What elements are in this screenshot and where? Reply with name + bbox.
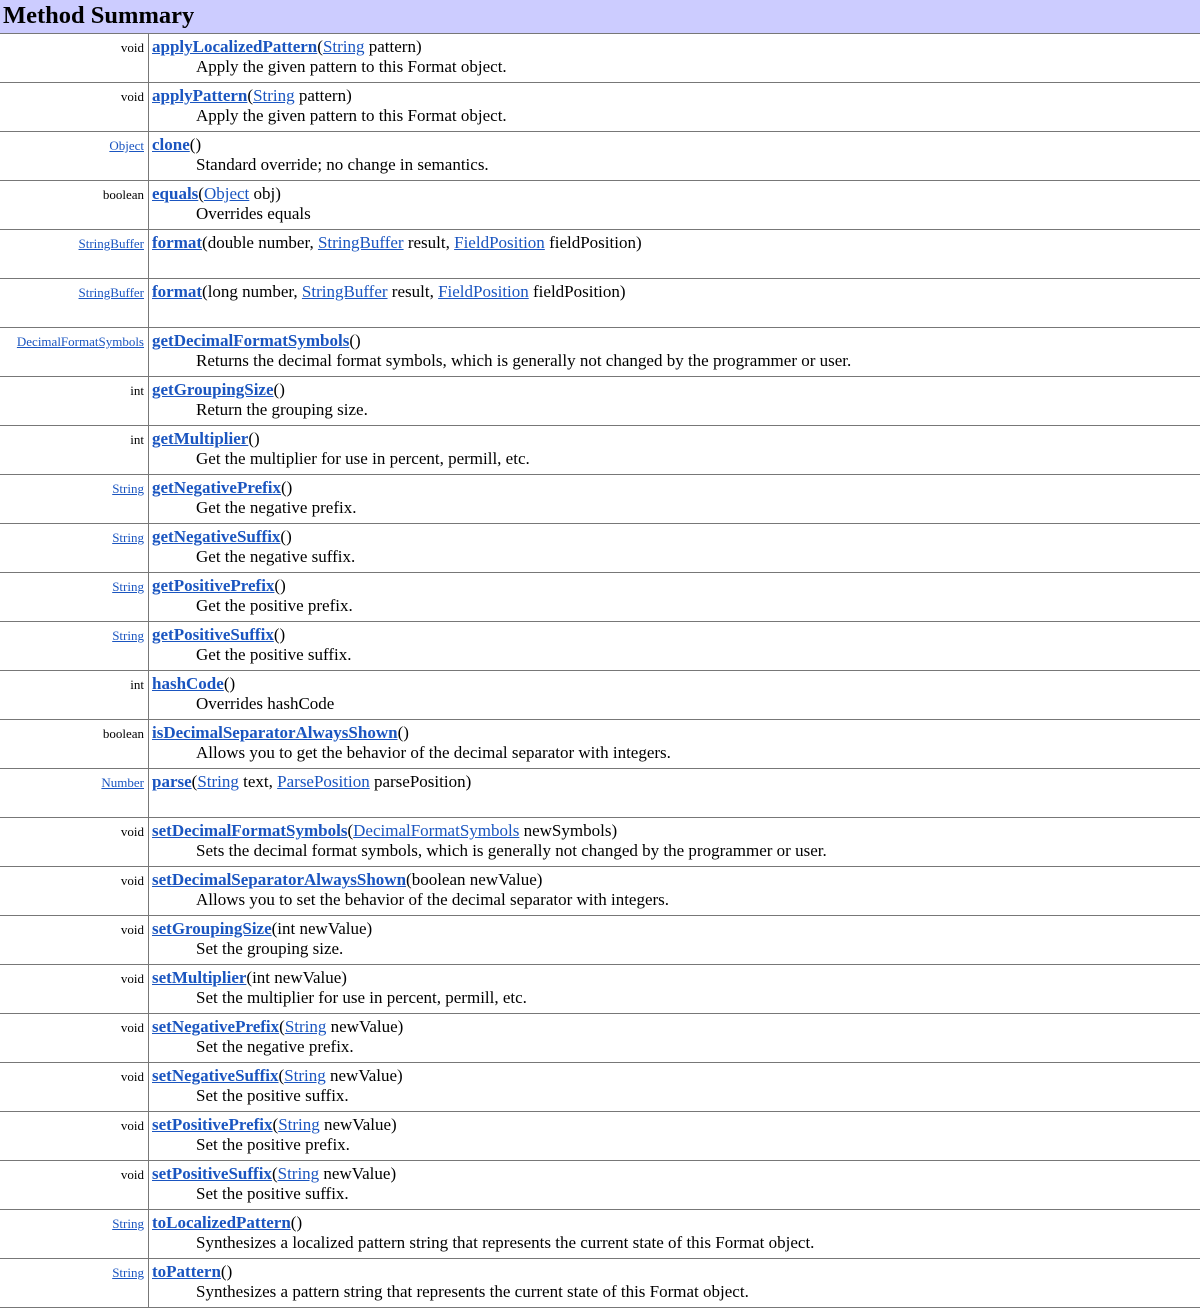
method-name-link[interactable]: format <box>152 233 203 252</box>
method-cell <box>149 475 1200 523</box>
method-row <box>0 230 1200 279</box>
param-type-link[interactable]: String <box>277 1164 320 1183</box>
method-description <box>152 302 1200 322</box>
return-type-link[interactable]: String <box>112 579 144 594</box>
param-name: fieldPosition) <box>528 282 626 301</box>
method-name-link[interactable]: isDecimalSeparatorAlwaysShown <box>152 723 398 742</box>
method-row <box>0 132 1200 181</box>
method-signature <box>152 37 1200 57</box>
return-type-cell <box>0 279 149 327</box>
return-type: int <box>130 432 144 447</box>
method-cell <box>149 720 1200 768</box>
method-name-link[interactable]: getPositivePrefix <box>152 576 275 595</box>
method-name-link[interactable]: applyLocalizedPattern <box>152 37 318 56</box>
return-type-cell <box>0 1063 149 1111</box>
method-row <box>0 1210 1200 1259</box>
return-type: void <box>120 40 144 55</box>
method-cell <box>149 377 1200 425</box>
return-type: void <box>120 89 144 104</box>
method-description: Set the negative prefix. <box>196 1037 354 1056</box>
method-name-link[interactable]: getMultiplier <box>152 429 249 448</box>
method-name-link[interactable]: getNegativeSuffix <box>152 527 281 546</box>
return-type: void <box>120 873 144 888</box>
param-type-link[interactable]: DecimalFormatSymbols <box>353 821 520 840</box>
return-type-cell <box>0 1259 149 1307</box>
method-cell <box>149 818 1200 866</box>
param-name: text, <box>238 772 278 791</box>
method-cell <box>149 916 1200 964</box>
method-signature <box>152 380 1200 400</box>
return-type-link[interactable]: StringBuffer <box>78 285 144 300</box>
method-signature <box>152 1262 1200 1282</box>
param-type-link[interactable]: StringBuffer <box>317 233 404 252</box>
method-row <box>0 1161 1200 1210</box>
method-cell <box>149 1063 1200 1111</box>
return-type-cell <box>0 132 149 180</box>
method-signature <box>152 282 1200 302</box>
method-name-link[interactable]: setPositiveSuffix <box>152 1164 272 1183</box>
method-name-link[interactable]: getPositiveSuffix <box>152 625 274 644</box>
method-name-link[interactable]: clone <box>152 135 190 154</box>
return-type: boolean <box>102 187 144 202</box>
method-description <box>152 792 1200 812</box>
param-name: obj) <box>249 184 281 203</box>
return-type-cell <box>0 671 149 719</box>
method-row <box>0 475 1200 524</box>
param-type-link[interactable]: String <box>322 37 365 56</box>
method-row <box>0 524 1200 573</box>
method-signature <box>152 968 1200 988</box>
method-signature <box>152 772 1200 792</box>
return-type-cell <box>0 965 149 1013</box>
signature-text: ( <box>278 1066 285 1085</box>
method-cell <box>149 1259 1200 1307</box>
method-description: Apply the given pattern to this Format object. <box>196 106 507 125</box>
method-description: Set the positive suffix. <box>196 1086 349 1105</box>
signature-text: () <box>220 1262 233 1281</box>
method-signature <box>152 674 1200 694</box>
method-description: Set the grouping size. <box>196 939 344 958</box>
signature-text: ( <box>198 184 204 203</box>
return-type-cell <box>0 1112 149 1160</box>
return-type-cell <box>0 328 149 376</box>
method-name-link[interactable]: getNegativePrefix <box>152 478 282 497</box>
method-row <box>0 916 1200 965</box>
method-cell <box>149 132 1200 180</box>
signature-text: () <box>274 576 286 595</box>
method-cell <box>149 1161 1200 1209</box>
return-type-cell <box>0 1210 149 1258</box>
method-row <box>0 1063 1200 1112</box>
param-type-link[interactable]: String <box>253 86 295 105</box>
method-description: Synthesizes a pattern string that represents the current state of this Format object. <box>196 1282 749 1301</box>
method-signature <box>152 1066 1200 1086</box>
param-name: result, <box>387 282 439 301</box>
return-type-cell <box>0 377 149 425</box>
method-description: Get the positive suffix. <box>196 645 352 664</box>
method-signature <box>152 135 1200 155</box>
signature-text: (double number, <box>202 233 318 252</box>
method-cell <box>149 83 1200 131</box>
method-name-link[interactable]: equals <box>152 184 199 203</box>
method-signature <box>152 625 1200 645</box>
method-name-link[interactable]: setGroupingSize <box>152 919 272 938</box>
method-description: Allows you to set the behavior of the decimal separator with integers. <box>196 890 670 909</box>
method-description: Set the positive suffix. <box>196 1184 349 1203</box>
return-type-link[interactable]: String <box>112 1216 144 1231</box>
return-type: void <box>120 922 144 937</box>
method-signature <box>152 478 1200 498</box>
param-type-link[interactable]: FieldPosition <box>438 282 529 301</box>
return-type-cell <box>0 622 149 670</box>
method-name-link[interactable]: format <box>152 282 203 301</box>
param-name: newSymbols) <box>519 821 618 840</box>
method-row <box>0 34 1200 83</box>
method-cell <box>149 1210 1200 1258</box>
method-signature <box>152 1115 1200 1135</box>
method-signature <box>152 1213 1200 1233</box>
signature-text: ( <box>272 1115 279 1134</box>
return-type: void <box>120 1167 144 1182</box>
return-type-cell <box>0 916 149 964</box>
signature-text: (int newValue) <box>271 919 373 938</box>
param-type-link[interactable]: StringBuffer <box>301 282 388 301</box>
method-description: Overrides hashCode <box>196 694 335 713</box>
method-name-link[interactable]: setMultiplier <box>152 968 247 987</box>
method-cell <box>149 867 1200 915</box>
method-cell <box>149 34 1200 82</box>
param-type-link[interactable]: FieldPosition <box>454 233 545 252</box>
method-cell <box>149 524 1200 572</box>
signature-text: () <box>248 429 260 448</box>
method-cell <box>149 769 1200 817</box>
return-type-cell <box>0 475 149 523</box>
return-type-link[interactable]: Number <box>101 775 144 790</box>
param-name: newValue) <box>319 1115 397 1134</box>
return-type-link[interactable]: String <box>112 530 144 545</box>
signature-text: ( <box>347 821 354 840</box>
return-type-cell <box>0 818 149 866</box>
signature-text: () <box>280 527 292 546</box>
method-name-link[interactable]: applyPattern <box>152 86 248 105</box>
signature-text: () <box>397 723 409 742</box>
signature-text: (boolean newValue) <box>406 870 543 889</box>
method-name-link[interactable]: getGroupingSize <box>152 380 274 399</box>
method-description: Get the negative prefix. <box>196 498 357 517</box>
method-description <box>152 253 1200 273</box>
signature-text: ( <box>317 37 323 56</box>
method-row <box>0 279 1200 328</box>
method-row <box>0 769 1200 818</box>
param-name: newValue) <box>325 1066 403 1085</box>
return-type-cell <box>0 1161 149 1209</box>
method-signature <box>152 86 1200 106</box>
signature-text: () <box>281 478 293 497</box>
method-signature <box>152 821 1200 841</box>
method-signature <box>152 233 1200 253</box>
method-cell <box>149 965 1200 1013</box>
method-row <box>0 671 1200 720</box>
return-type-cell <box>0 720 149 768</box>
return-type: void <box>120 1020 144 1035</box>
section-title: Method Summary <box>0 0 1200 34</box>
return-type: void <box>120 1069 144 1084</box>
method-signature <box>152 870 1200 890</box>
method-name-link[interactable]: setPositivePrefix <box>152 1115 273 1134</box>
method-row <box>0 965 1200 1014</box>
method-description: Standard override; no change in semantics. <box>196 155 489 174</box>
return-type-cell <box>0 573 149 621</box>
return-type-cell <box>0 230 149 278</box>
return-type: void <box>120 971 144 986</box>
method-signature <box>152 1017 1200 1037</box>
method-name-link[interactable]: setDecimalSeparatorAlwaysShown <box>152 870 407 889</box>
method-row <box>0 818 1200 867</box>
method-cell <box>149 1112 1200 1160</box>
param-type-link[interactable]: String <box>284 1066 326 1085</box>
signature-text: ( <box>191 772 198 791</box>
method-signature <box>152 919 1200 939</box>
signature-text: (long number, <box>202 282 302 301</box>
method-description: Get the negative suffix. <box>196 547 356 566</box>
method-row <box>0 181 1200 230</box>
return-type-cell <box>0 524 149 572</box>
method-cell <box>149 279 1200 327</box>
param-type-link[interactable]: String <box>197 772 239 791</box>
return-type-link[interactable]: String <box>112 1265 144 1280</box>
return-type-link[interactable]: StringBuffer <box>78 236 144 251</box>
return-type-cell <box>0 83 149 131</box>
method-description: Return the grouping size. <box>196 400 368 419</box>
method-row <box>0 328 1200 377</box>
method-row <box>0 573 1200 622</box>
method-description: Overrides equals <box>196 204 311 223</box>
signature-text: () <box>290 1213 303 1232</box>
method-row <box>0 1112 1200 1161</box>
method-description: Set the multiplier for use in percent, permill, etc. <box>196 988 527 1007</box>
method-signature <box>152 429 1200 449</box>
signature-text: ( <box>247 86 254 105</box>
return-type: boolean <box>102 726 144 741</box>
method-signature <box>152 331 1200 351</box>
return-type: void <box>120 1118 144 1133</box>
signature-text: ( <box>271 1164 278 1183</box>
signature-text: () <box>273 625 286 644</box>
signature-text: () <box>189 135 202 154</box>
param-name: newValue) <box>326 1017 404 1036</box>
method-name-link[interactable]: getDecimalFormatSymbols <box>152 331 350 350</box>
param-type-link[interactable]: String <box>284 1017 327 1036</box>
return-type-cell <box>0 426 149 474</box>
param-type-link[interactable]: ParsePosition <box>277 772 370 791</box>
method-description: Returns the decimal format symbols, which is generally not changed by the programmer or user. <box>196 351 852 370</box>
method-cell <box>149 671 1200 719</box>
return-type: void <box>120 824 144 839</box>
method-description: Allows you to get the behavior of the decimal separator with integers. <box>196 743 671 762</box>
method-cell <box>149 622 1200 670</box>
method-row <box>0 720 1200 769</box>
method-name-link[interactable]: setDecimalFormatSymbols <box>152 821 348 840</box>
method-signature <box>152 723 1200 743</box>
signature-text: (int newValue) <box>246 968 347 987</box>
method-signature <box>152 1164 1200 1184</box>
param-name: result, <box>403 233 455 252</box>
method-row <box>0 377 1200 426</box>
signature-text: ( <box>279 1017 285 1036</box>
return-type-link[interactable]: String <box>112 628 144 643</box>
return-type-link[interactable]: String <box>112 481 144 496</box>
method-cell <box>149 573 1200 621</box>
method-row <box>0 1014 1200 1063</box>
return-type-cell <box>0 769 149 817</box>
method-description: Set the positive prefix. <box>196 1135 350 1154</box>
method-signature <box>152 184 1200 204</box>
param-name: fieldPosition) <box>544 233 642 252</box>
method-cell <box>149 328 1200 376</box>
method-cell <box>149 181 1200 229</box>
method-row <box>0 426 1200 475</box>
method-row <box>0 867 1200 916</box>
method-name-link[interactable]: setNegativeSuffix <box>152 1066 279 1085</box>
return-type-link[interactable]: Object <box>109 138 144 153</box>
method-name-link[interactable]: parse <box>152 772 192 791</box>
method-name-link[interactable]: toPattern <box>152 1262 221 1281</box>
signature-text: () <box>349 331 361 350</box>
signature-text: () <box>223 674 236 693</box>
param-name: parsePosition) <box>369 772 472 791</box>
param-name: newValue) <box>319 1164 397 1183</box>
method-row <box>0 1259 1200 1308</box>
return-type-cell <box>0 1014 149 1062</box>
method-cell <box>149 230 1200 278</box>
method-name-link[interactable]: toLocalizedPattern <box>152 1213 291 1232</box>
method-description: Get the multiplier for use in percent, permill, etc. <box>196 449 530 468</box>
method-name-link[interactable]: setNegativePrefix <box>152 1017 280 1036</box>
method-signature <box>152 527 1200 547</box>
method-description: Synthesizes a localized pattern string that represents the current state of this Format object. <box>196 1233 815 1252</box>
method-row <box>0 83 1200 132</box>
param-name: pattern) <box>294 86 352 105</box>
signature-text: () <box>273 380 285 399</box>
return-type-cell <box>0 34 149 82</box>
return-type-cell <box>0 181 149 229</box>
method-name-link[interactable]: hashCode <box>152 674 224 693</box>
method-description: Sets the decimal format symbols, which is generally not changed by the programmer or user. <box>196 841 827 860</box>
method-row <box>0 622 1200 671</box>
method-cell <box>149 1014 1200 1062</box>
return-type: int <box>130 383 144 398</box>
param-name: pattern) <box>364 37 422 56</box>
return-type: int <box>130 677 144 692</box>
return-type-cell <box>0 867 149 915</box>
method-signature <box>152 576 1200 596</box>
return-type-link[interactable]: DecimalFormatSymbols <box>16 334 144 349</box>
param-type-link[interactable]: String <box>278 1115 320 1134</box>
method-description: Get the positive prefix. <box>196 596 353 615</box>
param-type-link[interactable]: Object <box>203 184 250 203</box>
method-cell <box>149 426 1200 474</box>
method-rows <box>0 34 1200 1308</box>
method-description: Apply the given pattern to this Format object. <box>196 57 507 76</box>
